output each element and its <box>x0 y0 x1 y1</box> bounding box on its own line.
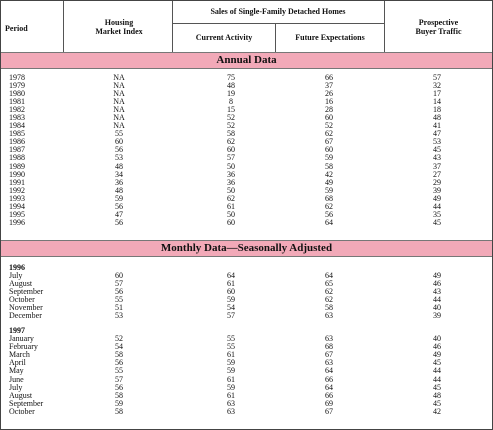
row-future-expectations: 66 <box>325 374 333 384</box>
row-current-activity: 52 <box>227 113 235 123</box>
row-period: 1994 <box>9 201 25 211</box>
row-buyer-traffic: 40 <box>433 303 441 313</box>
row-current-activity: 62 <box>227 193 235 203</box>
row-housing-market-index: 58 <box>115 350 123 360</box>
row-future-expectations: 52 <box>325 121 333 131</box>
row-period: 1988 <box>9 153 25 163</box>
table-row <box>1 171 492 179</box>
table-header <box>1 1 492 54</box>
table-row <box>1 187 492 195</box>
row-current-activity: 60 <box>227 217 235 227</box>
table-row <box>1 106 492 114</box>
row-housing-market-index: 59 <box>115 193 123 203</box>
table-row <box>1 114 492 122</box>
row-future-expectations: 62 <box>325 129 333 139</box>
row-period: 1996 <box>9 217 25 227</box>
row-future-expectations: 64 <box>325 382 333 392</box>
table-row <box>1 400 492 408</box>
divider <box>172 1 173 53</box>
row-buyer-traffic: 49 <box>433 271 441 280</box>
row-housing-market-index: 55 <box>115 366 123 376</box>
row-future-expectations: 58 <box>325 161 333 171</box>
row-current-activity: 19 <box>227 89 235 99</box>
row-period: 1985 <box>9 129 25 139</box>
row-housing-market-index: 56 <box>115 201 123 211</box>
divider <box>63 1 64 53</box>
row-housing-market-index: 51 <box>115 303 123 313</box>
row-housing-market-index: 48 <box>115 161 123 171</box>
table-row <box>1 304 492 312</box>
row-buyer-traffic: 48 <box>433 113 441 123</box>
table-row <box>1 74 492 82</box>
row-future-expectations: 67 <box>325 137 333 147</box>
row-housing-market-index: 36 <box>115 177 123 187</box>
row-period: March <box>9 350 30 360</box>
row-housing-market-index: 55 <box>115 295 123 305</box>
row-future-expectations: 16 <box>325 97 333 107</box>
row-housing-market-index: 54 <box>115 342 123 352</box>
row-future-expectations: 69 <box>325 398 333 408</box>
row-housing-market-index: 56 <box>115 217 123 227</box>
header-hmi-line2: Market Index <box>95 27 143 36</box>
table-row <box>1 296 492 304</box>
row-period: 1986 <box>9 137 25 147</box>
row-current-activity: 61 <box>227 374 235 384</box>
row-housing-market-index: 57 <box>115 374 123 384</box>
row-period: February <box>9 342 38 352</box>
table-row <box>1 154 492 162</box>
row-current-activity: 60 <box>227 145 235 155</box>
row-period: 1983 <box>9 113 25 123</box>
monthly-rows <box>1 263 492 416</box>
row-current-activity: 75 <box>227 73 235 82</box>
row-buyer-traffic: 40 <box>433 334 441 344</box>
row-buyer-traffic: 35 <box>433 209 441 219</box>
year-heading-1997: 1997 <box>9 326 25 336</box>
table-row <box>1 351 492 359</box>
row-current-activity: 60 <box>227 287 235 297</box>
row-future-expectations: 62 <box>325 201 333 211</box>
header-sales-group: Sales of Single-Family Detached Homes <box>210 7 346 16</box>
row-current-activity: 57 <box>227 311 235 321</box>
table-row <box>1 130 492 138</box>
row-buyer-traffic: 42 <box>433 406 441 416</box>
row-buyer-traffic: 41 <box>433 121 441 131</box>
row-period: September <box>9 398 44 408</box>
row-buyer-traffic: 27 <box>433 169 441 179</box>
row-buyer-traffic: 32 <box>433 81 441 91</box>
row-period: June <box>9 374 24 384</box>
row-future-expectations: 59 <box>325 185 333 195</box>
row-future-expectations: 63 <box>325 358 333 368</box>
row-period: April <box>9 358 26 368</box>
row-current-activity: 8 <box>229 97 233 107</box>
row-buyer-traffic: 45 <box>433 358 441 368</box>
row-future-expectations: 37 <box>325 81 333 91</box>
row-future-expectations: 49 <box>325 177 333 187</box>
row-current-activity: 58 <box>227 129 235 139</box>
row-future-expectations: 66 <box>325 73 333 82</box>
table-row <box>1 367 492 375</box>
table-row <box>1 219 492 227</box>
row-housing-market-index: NA <box>113 81 125 91</box>
table-row <box>1 211 492 219</box>
table-row <box>1 384 492 392</box>
table-row <box>1 195 492 203</box>
row-buyer-traffic: 14 <box>433 97 441 107</box>
monthly-rows-1996 <box>1 272 492 320</box>
table-row <box>1 335 492 343</box>
header-buyer-traffic <box>385 18 492 36</box>
row-period: 1992 <box>9 185 25 195</box>
header-period: Period <box>5 24 28 33</box>
row-current-activity: 62 <box>227 137 235 147</box>
header-current-activity: Current Activity <box>195 33 253 42</box>
table-row <box>1 288 492 296</box>
row-buyer-traffic: 53 <box>433 137 441 147</box>
row-housing-market-index: NA <box>113 97 125 107</box>
divider <box>275 23 276 53</box>
table-row <box>1 203 492 211</box>
row-housing-market-index: 56 <box>115 382 123 392</box>
table-row <box>1 359 492 367</box>
table-row <box>1 163 492 171</box>
row-current-activity: 59 <box>227 295 235 305</box>
row-period: 1979 <box>9 81 25 91</box>
row-current-activity: 59 <box>227 382 235 392</box>
row-housing-market-index: 60 <box>115 137 123 147</box>
monthly-rows-1997 <box>1 335 492 415</box>
row-current-activity: 63 <box>227 406 235 416</box>
row-housing-market-index: 59 <box>115 398 123 408</box>
row-current-activity: 61 <box>227 390 235 400</box>
table-row <box>1 408 492 416</box>
row-buyer-traffic: 37 <box>433 161 441 171</box>
row-period: December <box>9 311 42 321</box>
row-buyer-traffic: 45 <box>433 382 441 392</box>
row-current-activity: 59 <box>227 366 235 376</box>
row-future-expectations: 42 <box>325 169 333 179</box>
row-future-expectations: 65 <box>325 279 333 289</box>
header-hmi-line1: Housing <box>104 18 134 27</box>
row-future-expectations: 62 <box>325 287 333 297</box>
row-future-expectations: 62 <box>325 295 333 305</box>
row-future-expectations: 59 <box>325 153 333 163</box>
row-future-expectations: 66 <box>325 390 333 400</box>
row-housing-market-index: 52 <box>115 334 123 344</box>
table-row <box>1 312 492 320</box>
row-period: January <box>9 334 34 344</box>
row-housing-market-index: 58 <box>115 406 123 416</box>
row-period: 1978 <box>9 73 25 82</box>
row-future-expectations: 64 <box>325 366 333 376</box>
header-hmi <box>69 18 169 36</box>
row-period: October <box>9 406 35 416</box>
table-row <box>1 122 492 130</box>
row-future-expectations: 63 <box>325 334 333 344</box>
row-buyer-traffic: 43 <box>433 153 441 163</box>
table-row <box>1 82 492 90</box>
row-buyer-traffic: 44 <box>433 295 441 305</box>
header-traffic-line2: Buyer Traffic <box>415 27 462 36</box>
header-future-expectations: Future Expectations <box>295 33 365 42</box>
row-buyer-traffic: 47 <box>433 129 441 139</box>
row-buyer-traffic: 46 <box>433 342 441 352</box>
row-housing-market-index: NA <box>113 89 125 99</box>
row-housing-market-index: 60 <box>115 271 123 280</box>
row-period: 1981 <box>9 97 25 107</box>
row-current-activity: 50 <box>227 185 235 195</box>
row-current-activity: 55 <box>227 334 235 344</box>
row-current-activity: 57 <box>227 153 235 163</box>
row-housing-market-index: 57 <box>115 279 123 289</box>
table-row <box>1 98 492 106</box>
row-buyer-traffic: 57 <box>433 73 441 82</box>
annual-data-band: Annual Data <box>1 52 492 69</box>
row-period: 1991 <box>9 177 25 187</box>
row-future-expectations: 58 <box>325 303 333 313</box>
row-current-activity: 61 <box>227 201 235 211</box>
row-future-expectations: 67 <box>325 406 333 416</box>
monthly-data-band: Monthly Data—Seasonally Adjusted <box>1 240 492 257</box>
row-period: September <box>9 287 44 297</box>
row-period: 1980 <box>9 89 25 99</box>
row-period: 1990 <box>9 169 25 179</box>
divider <box>384 1 385 53</box>
row-buyer-traffic: 29 <box>433 177 441 187</box>
divider <box>172 23 384 24</box>
table-row <box>1 272 492 280</box>
row-buyer-traffic: 45 <box>433 145 441 155</box>
row-current-activity: 52 <box>227 121 235 131</box>
table-row <box>1 376 492 384</box>
row-period: August <box>9 279 33 289</box>
row-current-activity: 36 <box>227 177 235 187</box>
row-period: 1984 <box>9 121 25 131</box>
row-future-expectations: 56 <box>325 209 333 219</box>
row-current-activity: 15 <box>227 105 235 115</box>
row-housing-market-index: 56 <box>115 287 123 297</box>
row-buyer-traffic: 18 <box>433 105 441 115</box>
row-current-activity: 59 <box>227 358 235 368</box>
row-future-expectations: 60 <box>325 145 333 155</box>
row-buyer-traffic: 49 <box>433 350 441 360</box>
row-current-activity: 55 <box>227 342 235 352</box>
row-period: August <box>9 390 33 400</box>
row-buyer-traffic: 43 <box>433 287 441 297</box>
row-current-activity: 48 <box>227 81 235 91</box>
row-future-expectations: 68 <box>325 342 333 352</box>
row-housing-market-index: 48 <box>115 185 123 195</box>
row-future-expectations: 60 <box>325 113 333 123</box>
row-future-expectations: 64 <box>325 271 333 280</box>
row-housing-market-index: 56 <box>115 145 123 155</box>
row-buyer-traffic: 45 <box>433 398 441 408</box>
row-period: 1987 <box>9 145 25 155</box>
table-row <box>1 138 492 146</box>
row-housing-market-index: 58 <box>115 390 123 400</box>
year-heading-1996: 1996 <box>9 263 25 272</box>
row-future-expectations: 67 <box>325 350 333 360</box>
row-buyer-traffic: 39 <box>433 311 441 321</box>
row-buyer-traffic: 39 <box>433 185 441 195</box>
row-buyer-traffic: 46 <box>433 279 441 289</box>
header-traffic-line1: Prospective <box>418 18 459 27</box>
annual-rows <box>1 74 492 227</box>
row-future-expectations: 26 <box>325 89 333 99</box>
row-housing-market-index: 53 <box>115 153 123 163</box>
row-housing-market-index: 34 <box>115 169 123 179</box>
row-period: May <box>9 366 24 376</box>
table-row <box>1 343 492 351</box>
row-period: 1989 <box>9 161 25 171</box>
row-current-activity: 36 <box>227 169 235 179</box>
row-current-activity: 61 <box>227 279 235 289</box>
row-future-expectations: 28 <box>325 105 333 115</box>
row-period: July <box>9 271 23 280</box>
row-buyer-traffic: 49 <box>433 193 441 203</box>
row-period: 1993 <box>9 193 25 203</box>
row-future-expectations: 64 <box>325 217 333 227</box>
row-current-activity: 61 <box>227 350 235 360</box>
row-housing-market-index: NA <box>113 121 125 131</box>
row-buyer-traffic: 44 <box>433 366 441 376</box>
row-housing-market-index: 53 <box>115 311 123 321</box>
row-housing-market-index: 55 <box>115 129 123 139</box>
row-buyer-traffic: 44 <box>433 374 441 384</box>
row-current-activity: 63 <box>227 398 235 408</box>
table-row <box>1 146 492 154</box>
row-buyer-traffic: 45 <box>433 217 441 227</box>
row-current-activity: 50 <box>227 209 235 219</box>
row-current-activity: 54 <box>227 303 235 313</box>
table-row <box>1 392 492 400</box>
table-row <box>1 280 492 288</box>
row-buyer-traffic: 48 <box>433 390 441 400</box>
row-period: 1982 <box>9 105 25 115</box>
row-current-activity: 50 <box>227 161 235 171</box>
row-period: July <box>9 382 23 392</box>
table-row <box>1 179 492 187</box>
row-future-expectations: 63 <box>325 311 333 321</box>
row-current-activity: 64 <box>227 271 235 280</box>
row-housing-market-index: NA <box>113 105 125 115</box>
row-buyer-traffic: 44 <box>433 201 441 211</box>
row-period: October <box>9 295 35 305</box>
table-row <box>1 90 492 98</box>
row-housing-market-index: 56 <box>115 358 123 368</box>
row-period: 1995 <box>9 209 25 219</box>
row-future-expectations: 68 <box>325 193 333 203</box>
row-buyer-traffic: 17 <box>433 89 441 99</box>
row-housing-market-index: NA <box>113 113 125 123</box>
row-housing-market-index: NA <box>113 73 125 82</box>
row-period: November <box>9 303 43 313</box>
row-housing-market-index: 47 <box>115 209 123 219</box>
